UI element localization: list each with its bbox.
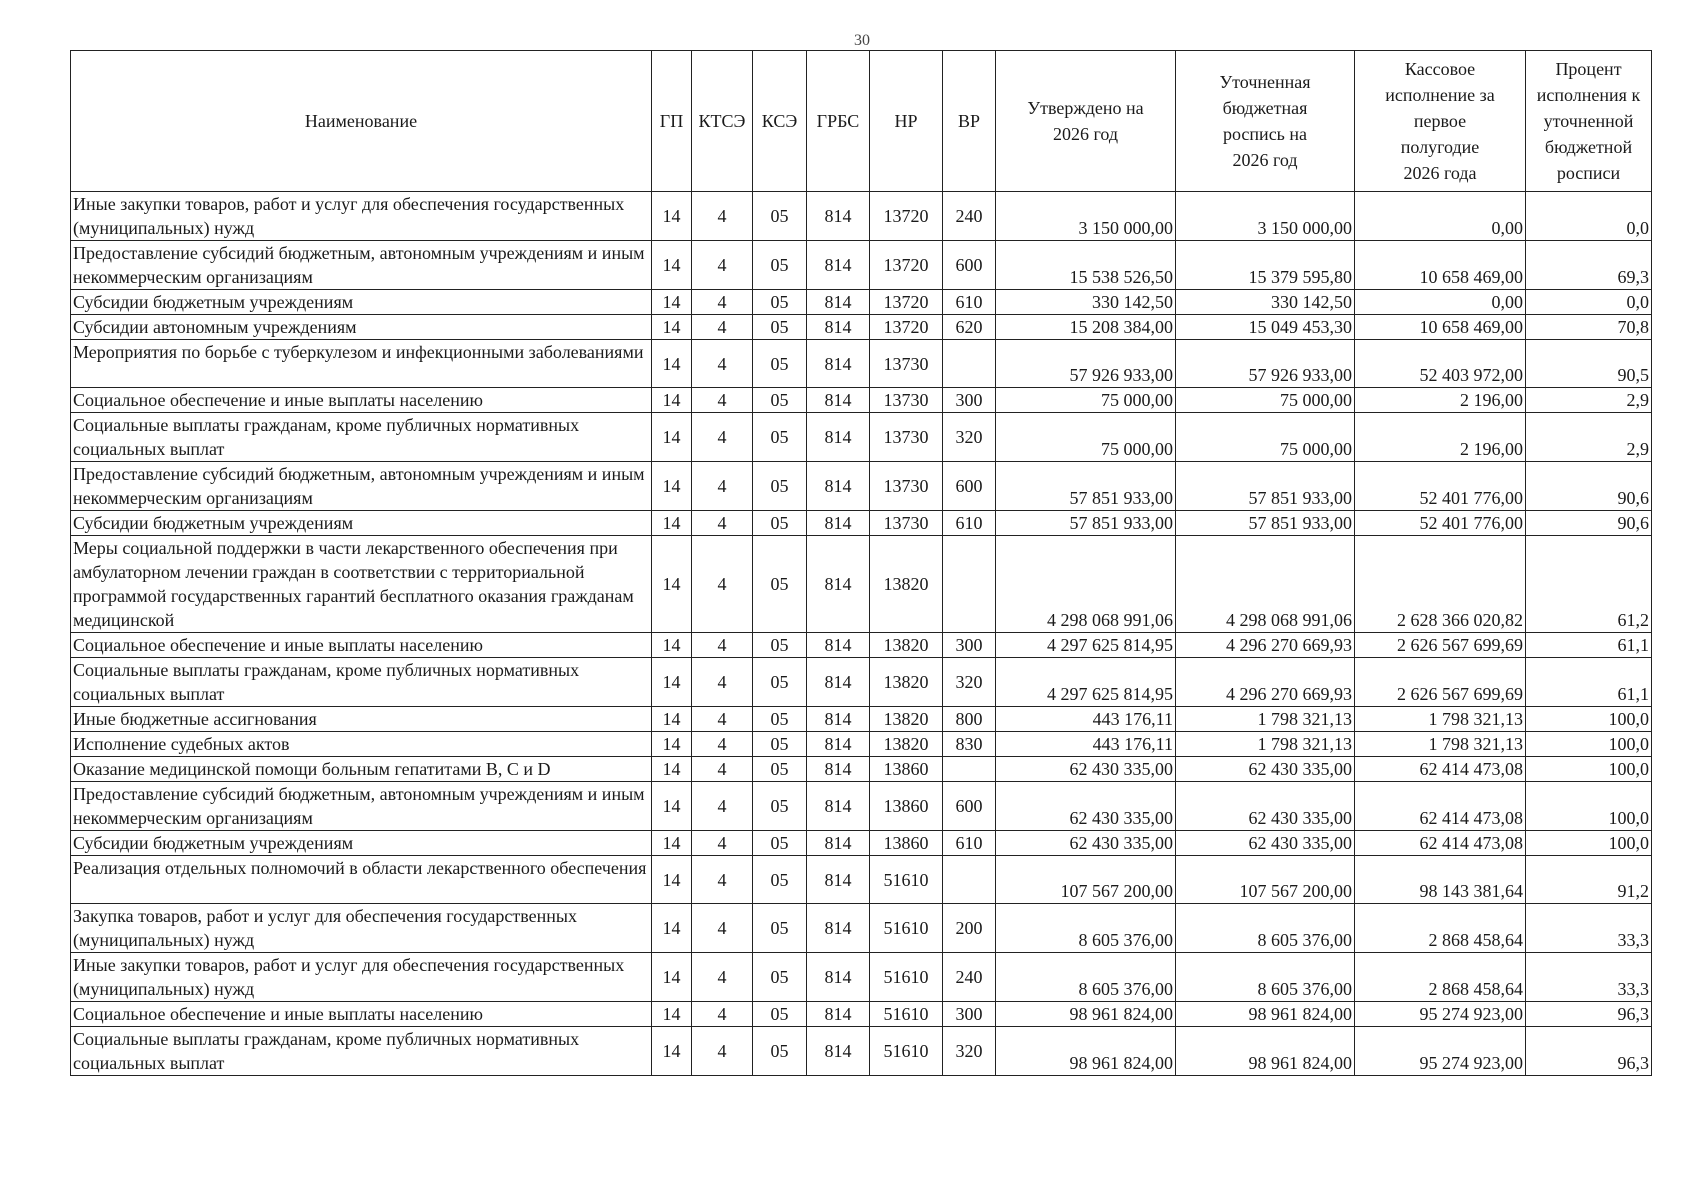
row-percent: 100,0 (1526, 707, 1652, 732)
header-gp: ГП (652, 51, 692, 192)
table-row (71, 536, 1652, 633)
row-percent: 96,3 (1526, 1027, 1652, 1076)
row-grbs: 814 (807, 707, 870, 732)
table-row (71, 953, 1652, 1002)
row-grbs: 814 (807, 633, 870, 658)
row-grbs: 814 (807, 904, 870, 953)
row-refined: 107 567 200,00 (1176, 856, 1355, 904)
row-ktse: 4 (692, 192, 753, 241)
row-refined: 15 049 453,30 (1176, 315, 1355, 340)
row-refined: 98 961 824,00 (1176, 1002, 1355, 1027)
row-gp: 14 (652, 192, 692, 241)
row-gp: 14 (652, 290, 692, 315)
row-percent: 100,0 (1526, 732, 1652, 757)
row-name: Социальное обеспечение и иные выплаты населению (71, 1002, 652, 1027)
header-cash: Кассовое исполнение за первое полугодие 2026 года (1355, 51, 1526, 192)
row-vr: 600 (943, 462, 996, 511)
row-gp: 14 (652, 413, 692, 462)
row-kse: 05 (753, 757, 807, 782)
row-ktse: 4 (692, 511, 753, 536)
row-cash: 98 143 381,64 (1355, 856, 1526, 904)
row-nr: 13730 (870, 413, 943, 462)
row-approved: 4 298 068 991,06 (996, 536, 1176, 633)
row-refined: 62 430 335,00 (1176, 831, 1355, 856)
row-vr: 600 (943, 241, 996, 290)
row-kse: 05 (753, 856, 807, 904)
row-cash: 1 798 321,13 (1355, 732, 1526, 757)
row-vr: 620 (943, 315, 996, 340)
table-row (71, 782, 1652, 831)
row-ktse: 4 (692, 1002, 753, 1027)
header-nr: НР (870, 51, 943, 192)
row-ktse: 4 (692, 782, 753, 831)
row-refined: 4 298 068 991,06 (1176, 536, 1355, 633)
row-kse: 05 (753, 953, 807, 1002)
row-kse: 05 (753, 315, 807, 340)
table-row (71, 413, 1652, 462)
row-approved: 330 142,50 (996, 290, 1176, 315)
row-name: Мероприятия по борьбе с туберкулезом и инфекционными заболеваниями (71, 340, 652, 388)
row-approved: 62 430 335,00 (996, 757, 1176, 782)
table-header (71, 51, 1652, 192)
row-refined: 57 926 933,00 (1176, 340, 1355, 388)
row-vr: 300 (943, 633, 996, 658)
row-refined: 4 296 270 669,93 (1176, 658, 1355, 707)
row-approved: 98 961 824,00 (996, 1027, 1176, 1076)
row-name: Предоставление субсидий бюджетным, автономным учреждениям и иным некоммерческим организациям (71, 782, 652, 831)
row-approved: 75 000,00 (996, 413, 1176, 462)
row-approved: 3 150 000,00 (996, 192, 1176, 241)
row-kse: 05 (753, 413, 807, 462)
header-row (71, 51, 1652, 192)
row-cash: 1 798 321,13 (1355, 707, 1526, 732)
row-refined: 57 851 933,00 (1176, 511, 1355, 536)
row-kse: 05 (753, 290, 807, 315)
header-kse: КСЭ (753, 51, 807, 192)
row-nr: 51610 (870, 1002, 943, 1027)
row-kse: 05 (753, 782, 807, 831)
table-body (71, 192, 1652, 1076)
row-grbs: 814 (807, 757, 870, 782)
row-approved: 15 538 526,50 (996, 241, 1176, 290)
row-gp: 14 (652, 241, 692, 290)
row-approved: 4 297 625 814,95 (996, 658, 1176, 707)
row-kse: 05 (753, 831, 807, 856)
row-kse: 05 (753, 904, 807, 953)
row-cash: 2 196,00 (1355, 413, 1526, 462)
row-approved: 57 926 933,00 (996, 340, 1176, 388)
row-approved: 443 176,11 (996, 732, 1176, 757)
row-kse: 05 (753, 536, 807, 633)
header-vr: ВР (943, 51, 996, 192)
row-cash: 62 414 473,08 (1355, 782, 1526, 831)
row-cash: 0,00 (1355, 192, 1526, 241)
table-row (71, 290, 1652, 315)
row-vr: 610 (943, 511, 996, 536)
row-refined: 75 000,00 (1176, 388, 1355, 413)
table-row (71, 315, 1652, 340)
row-name: Иные закупки товаров, работ и услуг для обеспечения государственных (муниципальных) нужд (71, 953, 652, 1002)
row-approved: 62 430 335,00 (996, 831, 1176, 856)
row-nr: 13720 (870, 315, 943, 340)
row-approved: 57 851 933,00 (996, 462, 1176, 511)
row-percent: 100,0 (1526, 831, 1652, 856)
row-grbs: 814 (807, 1002, 870, 1027)
row-nr: 51610 (870, 1027, 943, 1076)
table-row (71, 856, 1652, 904)
row-refined: 62 430 335,00 (1176, 757, 1355, 782)
row-percent: 90,6 (1526, 462, 1652, 511)
row-name: Социальное обеспечение и иные выплаты населению (71, 388, 652, 413)
row-percent: 33,3 (1526, 953, 1652, 1002)
row-name: Иные закупки товаров, работ и услуг для обеспечения государственных (муниципальных) нужд (71, 192, 652, 241)
row-grbs: 814 (807, 856, 870, 904)
row-vr: 240 (943, 192, 996, 241)
row-grbs: 814 (807, 536, 870, 633)
row-cash: 52 401 776,00 (1355, 511, 1526, 536)
row-vr (943, 536, 996, 633)
row-gp: 14 (652, 782, 692, 831)
row-percent: 0,0 (1526, 192, 1652, 241)
row-cash: 10 658 469,00 (1355, 315, 1526, 340)
row-refined: 1 798 321,13 (1176, 707, 1355, 732)
row-cash: 62 414 473,08 (1355, 831, 1526, 856)
row-refined: 4 296 270 669,93 (1176, 633, 1355, 658)
row-nr: 13720 (870, 192, 943, 241)
row-ktse: 4 (692, 413, 753, 462)
table-row (71, 1002, 1652, 1027)
row-ktse: 4 (692, 536, 753, 633)
header-percent: Процент исполнения к уточненной бюджетной росписи (1526, 51, 1652, 192)
table-row (71, 340, 1652, 388)
header-approved: Утверждено на 2026 год (996, 51, 1176, 192)
row-percent: 0,0 (1526, 290, 1652, 315)
header-refined: Уточненная бюджетная роспись на 2026 год (1176, 51, 1355, 192)
row-approved: 4 297 625 814,95 (996, 633, 1176, 658)
row-vr: 610 (943, 290, 996, 315)
row-kse: 05 (753, 388, 807, 413)
row-gp: 14 (652, 953, 692, 1002)
row-approved: 8 605 376,00 (996, 904, 1176, 953)
row-percent: 96,3 (1526, 1002, 1652, 1027)
row-name: Исполнение судебных актов (71, 732, 652, 757)
row-cash: 95 274 923,00 (1355, 1002, 1526, 1027)
row-name: Субсидии бюджетным учреждениям (71, 511, 652, 536)
row-gp: 14 (652, 536, 692, 633)
row-nr: 51610 (870, 953, 943, 1002)
row-nr: 13720 (870, 290, 943, 315)
row-refined: 15 379 595,80 (1176, 241, 1355, 290)
row-approved: 443 176,11 (996, 707, 1176, 732)
row-nr: 51610 (870, 856, 943, 904)
row-gp: 14 (652, 732, 692, 757)
row-cash: 62 414 473,08 (1355, 757, 1526, 782)
row-name: Иные бюджетные ассигнования (71, 707, 652, 732)
row-name: Субсидии бюджетным учреждениям (71, 831, 652, 856)
row-cash: 2 868 458,64 (1355, 953, 1526, 1002)
row-nr: 13720 (870, 241, 943, 290)
row-refined: 75 000,00 (1176, 413, 1355, 462)
row-nr: 13730 (870, 462, 943, 511)
row-nr: 13730 (870, 340, 943, 388)
row-grbs: 814 (807, 953, 870, 1002)
row-cash: 2 626 567 699,69 (1355, 633, 1526, 658)
row-approved: 62 430 335,00 (996, 782, 1176, 831)
row-ktse: 4 (692, 732, 753, 757)
row-vr: 200 (943, 904, 996, 953)
row-approved: 98 961 824,00 (996, 1002, 1176, 1027)
row-nr: 13820 (870, 658, 943, 707)
row-gp: 14 (652, 511, 692, 536)
row-ktse: 4 (692, 831, 753, 856)
row-vr: 320 (943, 1027, 996, 1076)
row-percent: 2,9 (1526, 388, 1652, 413)
row-vr: 800 (943, 707, 996, 732)
row-ktse: 4 (692, 707, 753, 732)
row-grbs: 814 (807, 290, 870, 315)
row-grbs: 814 (807, 658, 870, 707)
row-gp: 14 (652, 315, 692, 340)
table-row (71, 192, 1652, 241)
row-nr: 13820 (870, 707, 943, 732)
row-kse: 05 (753, 633, 807, 658)
row-name: Социальные выплаты гражданам, кроме публичных нормативных социальных выплат (71, 413, 652, 462)
row-grbs: 814 (807, 462, 870, 511)
table-row (71, 462, 1652, 511)
row-name: Реализация отдельных полномочий в области лекарственного обеспечения (71, 856, 652, 904)
row-ktse: 4 (692, 904, 753, 953)
row-ktse: 4 (692, 658, 753, 707)
row-approved: 15 208 384,00 (996, 315, 1176, 340)
row-gp: 14 (652, 633, 692, 658)
row-percent: 61,2 (1526, 536, 1652, 633)
table-row (71, 388, 1652, 413)
row-vr: 240 (943, 953, 996, 1002)
row-vr: 610 (943, 831, 996, 856)
table-row (71, 757, 1652, 782)
row-grbs: 814 (807, 340, 870, 388)
row-gp: 14 (652, 1027, 692, 1076)
row-cash: 2 868 458,64 (1355, 904, 1526, 953)
row-grbs: 814 (807, 241, 870, 290)
row-percent: 2,9 (1526, 413, 1652, 462)
table-row (71, 707, 1652, 732)
row-refined: 98 961 824,00 (1176, 1027, 1355, 1076)
row-grbs: 814 (807, 192, 870, 241)
table-row (71, 904, 1652, 953)
row-name: Предоставление субсидий бюджетным, автономным учреждениям и иным некоммерческим организациям (71, 462, 652, 511)
row-gp: 14 (652, 1002, 692, 1027)
row-grbs: 814 (807, 413, 870, 462)
row-name: Предоставление субсидий бюджетным, автономным учреждениям и иным некоммерческим организациям (71, 241, 652, 290)
row-name: Меры социальной поддержки в части лекарственного обеспечения при амбулаторном лечении граждан в соответствии с территориальной программой государственных гарантий бесплатного оказания гражданам медицинской (71, 536, 652, 633)
row-percent: 100,0 (1526, 782, 1652, 831)
row-vr (943, 757, 996, 782)
row-ktse: 4 (692, 290, 753, 315)
row-kse: 05 (753, 340, 807, 388)
row-gp: 14 (652, 707, 692, 732)
row-nr: 51610 (870, 904, 943, 953)
row-kse: 05 (753, 732, 807, 757)
row-name: Субсидии бюджетным учреждениям (71, 290, 652, 315)
row-cash: 2 196,00 (1355, 388, 1526, 413)
row-kse: 05 (753, 192, 807, 241)
row-percent: 33,3 (1526, 904, 1652, 953)
row-refined: 8 605 376,00 (1176, 953, 1355, 1002)
row-nr: 13820 (870, 536, 943, 633)
row-grbs: 814 (807, 388, 870, 413)
row-gp: 14 (652, 658, 692, 707)
row-vr (943, 856, 996, 904)
row-nr: 13860 (870, 831, 943, 856)
row-vr: 300 (943, 388, 996, 413)
row-ktse: 4 (692, 633, 753, 658)
row-cash: 0,00 (1355, 290, 1526, 315)
row-ktse: 4 (692, 388, 753, 413)
row-refined: 1 798 321,13 (1176, 732, 1355, 757)
row-kse: 05 (753, 241, 807, 290)
row-percent: 90,5 (1526, 340, 1652, 388)
budget-table-container (70, 50, 1652, 1076)
row-approved: 57 851 933,00 (996, 511, 1176, 536)
row-ktse: 4 (692, 241, 753, 290)
row-ktse: 4 (692, 953, 753, 1002)
row-refined: 8 605 376,00 (1176, 904, 1355, 953)
row-grbs: 814 (807, 831, 870, 856)
row-nr: 13820 (870, 732, 943, 757)
row-kse: 05 (753, 707, 807, 732)
row-kse: 05 (753, 1002, 807, 1027)
row-gp: 14 (652, 831, 692, 856)
row-nr: 13730 (870, 388, 943, 413)
row-cash: 2 628 366 020,82 (1355, 536, 1526, 633)
row-nr: 13860 (870, 782, 943, 831)
row-approved: 107 567 200,00 (996, 856, 1176, 904)
row-percent: 61,1 (1526, 658, 1652, 707)
row-name: Оказание медицинской помощи больным гепатитами B, C и D (71, 757, 652, 782)
row-nr: 13730 (870, 511, 943, 536)
page-number: 30 (854, 32, 870, 49)
row-percent: 91,2 (1526, 856, 1652, 904)
row-kse: 05 (753, 511, 807, 536)
row-kse: 05 (753, 1027, 807, 1076)
row-cash: 52 401 776,00 (1355, 462, 1526, 511)
row-ktse: 4 (692, 315, 753, 340)
table-row (71, 511, 1652, 536)
row-grbs: 814 (807, 511, 870, 536)
row-vr: 320 (943, 658, 996, 707)
row-grbs: 814 (807, 1027, 870, 1076)
row-approved: 75 000,00 (996, 388, 1176, 413)
row-grbs: 814 (807, 315, 870, 340)
row-cash: 52 403 972,00 (1355, 340, 1526, 388)
row-gp: 14 (652, 856, 692, 904)
row-ktse: 4 (692, 462, 753, 511)
row-kse: 05 (753, 462, 807, 511)
row-nr: 13820 (870, 633, 943, 658)
header-grbs: ГРБС (807, 51, 870, 192)
header-ktse: КТСЭ (692, 51, 753, 192)
row-nr: 13860 (870, 757, 943, 782)
row-ktse: 4 (692, 856, 753, 904)
row-name: Закупка товаров, работ и услуг для обеспечения государственных (муниципальных) нужд (71, 904, 652, 953)
row-percent: 100,0 (1526, 757, 1652, 782)
row-refined: 62 430 335,00 (1176, 782, 1355, 831)
row-grbs: 814 (807, 782, 870, 831)
row-percent: 61,1 (1526, 633, 1652, 658)
row-gp: 14 (652, 757, 692, 782)
budget-execution-table (70, 50, 1652, 1076)
row-gp: 14 (652, 388, 692, 413)
row-name: Социальное обеспечение и иные выплаты населению (71, 633, 652, 658)
row-ktse: 4 (692, 757, 753, 782)
row-vr: 320 (943, 413, 996, 462)
row-ktse: 4 (692, 340, 753, 388)
row-approved: 8 605 376,00 (996, 953, 1176, 1002)
row-cash: 95 274 923,00 (1355, 1027, 1526, 1076)
row-percent: 69,3 (1526, 241, 1652, 290)
table-row (71, 658, 1652, 707)
row-cash: 10 658 469,00 (1355, 241, 1526, 290)
row-gp: 14 (652, 904, 692, 953)
table-row (71, 241, 1652, 290)
row-name: Субсидии автономным учреждениям (71, 315, 652, 340)
row-refined: 57 851 933,00 (1176, 462, 1355, 511)
row-percent: 70,8 (1526, 315, 1652, 340)
row-cash: 2 626 567 699,69 (1355, 658, 1526, 707)
row-refined: 330 142,50 (1176, 290, 1355, 315)
row-vr: 600 (943, 782, 996, 831)
row-refined: 3 150 000,00 (1176, 192, 1355, 241)
row-gp: 14 (652, 340, 692, 388)
row-vr: 300 (943, 1002, 996, 1027)
row-kse: 05 (753, 658, 807, 707)
row-grbs: 814 (807, 732, 870, 757)
row-ktse: 4 (692, 1027, 753, 1076)
table-row (71, 1027, 1652, 1076)
header-name: Наименование (71, 51, 652, 192)
row-gp: 14 (652, 462, 692, 511)
row-vr: 830 (943, 732, 996, 757)
row-percent: 90,6 (1526, 511, 1652, 536)
row-name: Социальные выплаты гражданам, кроме публичных нормативных социальных выплат (71, 658, 652, 707)
row-name: Социальные выплаты гражданам, кроме публичных нормативных социальных выплат (71, 1027, 652, 1076)
row-vr (943, 340, 996, 388)
table-row (71, 732, 1652, 757)
table-row (71, 633, 1652, 658)
table-row (71, 831, 1652, 856)
